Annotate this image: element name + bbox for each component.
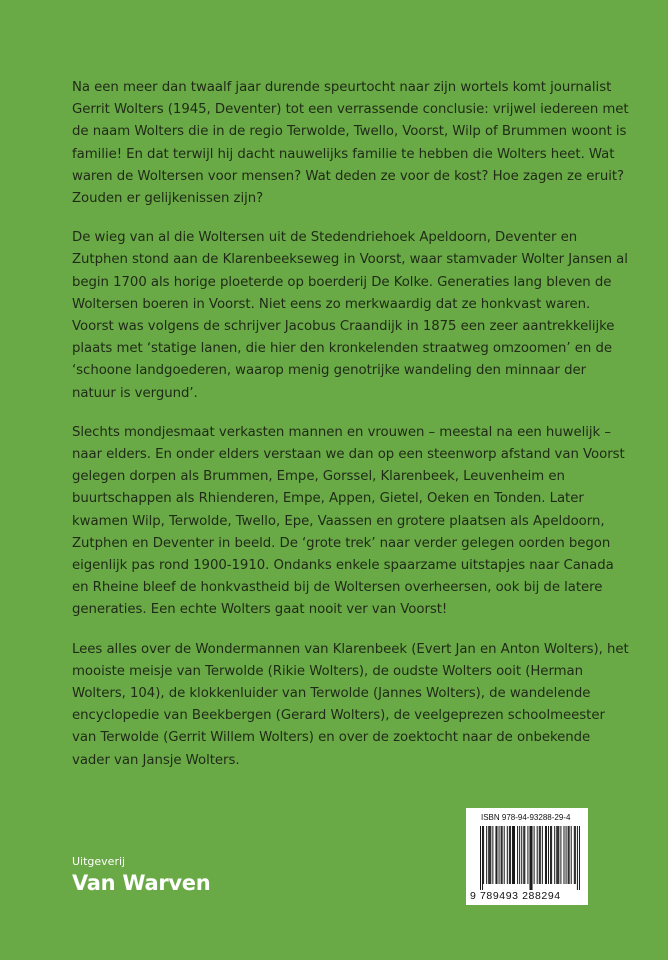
blurb-paragraph-1: Na een meer dan twaalf jaar durende speurtocht naar zijn wortels komt journalist Gerrit Wolters (1945, Deventer) tot een verrassende conclusie: vrijwel iedereen met de naam Wolters die in de regio Terwolde, Twello, Voorst, Wilp of Brummen woont is familie! En dat terwijl hij dacht nauwelijks familie te hebben die Wolters heet. Wat waren de Woltersen voor mensen? Wat deden ze voor de kost? Hoe zagen ze eruit? Zouden er gelijkenissen zijn? (72, 80, 629, 207)
isbn-label: ISBN 978-94-93288-29-4 (481, 813, 571, 822)
barcode-number: 9 789493 288294 (470, 890, 561, 902)
blurb-paragraph-2: De wieg van al die Woltersen uit de Stedendriehoek Apeldoorn, Deventer en Zutphen stond aan de Klarenbeekseweg in Voorst, waar stamvader Wolter Jansen al begin 1700 als horige ploeterde op boerderij De Kolke. Generaties lang bleven de Woltersen boeren in Voorst. Niet eens zo merkwaardig dat ze honkvast waren. Voorst was volgens de schrijver Jacobus Craandijk in 1875 een zeer aantrekkelijke plaats met ‘statige lanen, die hier den kronkelenden straatweg omzoomen’ en de ‘schoone landgoederen, waarop menig genotrijke wandeling den minnaar der natuur is vergund’. (72, 230, 628, 401)
publisher-name: Van Warven (72, 871, 211, 895)
isbn-barcode-box (466, 808, 588, 905)
publisher-label: Uitgeverij (72, 855, 126, 868)
barcode-icon (480, 826, 580, 890)
blurb-paragraph-4: Lees alles over de Wondermannen van Klarenbeek (Evert Jan en Anton Wolters), het mooiste meisje van Terwolde (Rikie Wolters), de oudste Wolters ooit (Herman Wolters, 104), de klokkenluider van Terwolde (Jannes Wolters), de wandelende encyclopedie van Beekbergen (Gerard Wolters), de veelgeprezen schoolmeester van Terwolde (Gerrit Willem Wolters) en over de zoektocht naar de onbekende vader van Jansje Wolters. (72, 641, 629, 768)
blurb-paragraph-3: Slechts mondjesmaat verkasten mannen en vrouwen – meestal na een huwelijk – naar elders. En onder elders verstaan we dan op een steenworp afstand van Voorst gelegen dorpen als Brummen, Empe, Gorssel, Klarenbeek, Leuvenheim en buurtschappen als Rhienderen, Empe, Appen, Gietel, Oeken en Tonden. Later kwamen Wilp, Terwolde, Twello, Epe, Vaassen en grotere plaatsen als Apeldoorn, Zutphen en Deventer in beeld. De ‘grote trek’ naar verder gelegen oorden begon eigenlijk pas rond 1900-1910. Ondanks enkele spaarzame uitstapjes naar Canada en Rheine bleef de honkvastheid bij de Woltersen overheersen, ook bij de latere generaties. Een echte Wolters gaat nooit ver van Voorst! (72, 424, 625, 618)
back-cover-blurb (72, 77, 632, 789)
publisher-logo (72, 855, 210, 896)
